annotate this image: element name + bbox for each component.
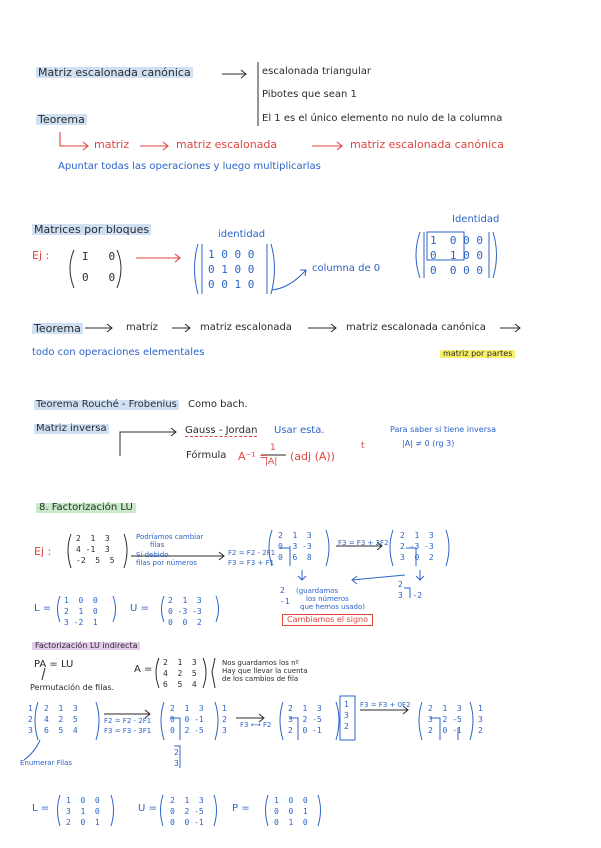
matrix-L-2 bbox=[66, 796, 100, 828]
eq-pa-lu: PA = LU bbox=[34, 659, 74, 670]
matrix-B bbox=[44, 704, 78, 736]
label-formula: Fórmula bbox=[186, 450, 227, 461]
U1-row-3: 0 0 2 bbox=[168, 617, 202, 627]
block-row-1: I 0 bbox=[82, 250, 116, 263]
matrix-L-1 bbox=[64, 596, 98, 628]
heading-lu-indirecta: Factorización LU indirecta bbox=[32, 642, 140, 650]
A2-row-3: 6 5 4 bbox=[163, 679, 197, 689]
D-row-3: 2 0 -1 bbox=[288, 725, 322, 735]
note-como-bach: Como bach. bbox=[188, 399, 248, 410]
matrix-step-2 bbox=[400, 531, 434, 563]
cside-2: 3 bbox=[174, 758, 179, 768]
P-row-2: 0 0 1 bbox=[274, 806, 308, 816]
matrix-C bbox=[170, 704, 204, 736]
L1-row-3: 3 -2 1 bbox=[64, 617, 98, 627]
op-ind-f3: F3 = F3 - 3F1 bbox=[104, 727, 152, 735]
matrix-D bbox=[288, 704, 322, 736]
note-cambiar-signo: Cambiamos el signo bbox=[282, 614, 373, 626]
matrix-identity-1 bbox=[208, 248, 254, 293]
enum-2: 2 bbox=[28, 714, 33, 724]
op-f2: F2 = F2 - 2F1 bbox=[228, 549, 276, 557]
U2-row-3: 0 0 -1 bbox=[170, 817, 204, 827]
note-saber-inversa: Para saber si tiene inversa bbox=[390, 425, 497, 434]
heading-escalonada-canonica: Matriz escalonada canónica bbox=[38, 66, 191, 79]
label-L-2: L = bbox=[32, 803, 50, 814]
D-row-1: 2 1 3 bbox=[288, 704, 322, 713]
matrix-A-2 bbox=[163, 658, 197, 690]
note-guardamos-1: (guardamos bbox=[296, 587, 339, 595]
side2-2: 3 -2 bbox=[398, 590, 423, 600]
prop-2: Pibotes que sean 1 bbox=[262, 89, 357, 100]
m2-row-3: 0 0 0 0 bbox=[430, 263, 483, 277]
method-gauss-jordan: Gauss - Jordan bbox=[185, 425, 258, 436]
formula-num: 1 bbox=[270, 443, 276, 453]
L1-row-1: 1 0 0 bbox=[64, 596, 98, 605]
label-P: P = bbox=[232, 803, 250, 814]
note-guardar-1: Nos guardamos los nº bbox=[222, 659, 299, 667]
note-guardamos-3: que hemos usado) bbox=[300, 603, 365, 611]
chain-1-a: matriz bbox=[94, 138, 130, 151]
heading-inversa: Matriz inversa bbox=[36, 423, 107, 434]
block-row-2: 0 0 bbox=[82, 270, 116, 284]
didx-3: 2 bbox=[344, 721, 349, 731]
label-U-1: U = bbox=[130, 603, 149, 614]
cidx-1: 1 bbox=[222, 704, 227, 713]
label-U-2: U = bbox=[138, 803, 157, 814]
matrix-E bbox=[428, 704, 462, 736]
m2-row-2: 0 1 0 0 bbox=[430, 248, 483, 262]
L2-row-2: 3 1 0 bbox=[66, 806, 100, 816]
eidx-3: 2 bbox=[478, 725, 483, 735]
M2-row-3: 3 0 2 bbox=[400, 552, 434, 562]
A-row-2: 4 -1 3 bbox=[76, 544, 110, 554]
note-cambiar-1: Podríamos cambiar bbox=[136, 533, 204, 541]
heading-teorema-1: Teorema bbox=[38, 113, 85, 126]
side1-2: -1 bbox=[280, 596, 290, 606]
chain-2-b: matriz escalonada bbox=[200, 322, 292, 333]
didx-1: 1 bbox=[344, 700, 349, 709]
U1-row-2: 0 -3 -3 bbox=[168, 606, 202, 616]
matrix-identity-2 bbox=[430, 234, 483, 279]
C-saved bbox=[174, 748, 179, 770]
P-row-1: 1 0 0 bbox=[274, 796, 308, 805]
C-row-2: 0 0 -1 bbox=[170, 714, 204, 724]
B-row-1: 2 1 3 bbox=[44, 704, 78, 713]
note-usar-esta: Usar esta. bbox=[274, 425, 325, 436]
prop-1: escalonada triangular bbox=[262, 66, 371, 77]
ej-label-1: Ej : bbox=[32, 249, 50, 262]
note-enumerar-filas: Enumerar Filas bbox=[20, 759, 73, 767]
op-swap: F3 ⟷ F2 bbox=[240, 721, 272, 729]
C-row-1: 2 1 3 bbox=[170, 704, 204, 713]
label-columna-0: columna de 0 bbox=[312, 263, 381, 274]
C-indices bbox=[222, 704, 227, 736]
didx-2: 3 bbox=[344, 710, 349, 720]
note-matriz-partes: matriz por partes bbox=[440, 350, 515, 358]
chain-2-a: matriz bbox=[126, 322, 158, 333]
E-row-3: 2 0 -1 bbox=[428, 725, 462, 735]
heading-teorema-2: Teorema bbox=[34, 322, 81, 335]
op-f3-2: F3 = F3 + 2F2 bbox=[338, 539, 389, 547]
note-apuntar: Apuntar todas las operaciones y luego multiplicarlas bbox=[58, 161, 321, 172]
matrix-U-2 bbox=[170, 796, 204, 828]
enum-1: 1 bbox=[28, 704, 33, 713]
heading-bloques: Matrices por bloques bbox=[34, 223, 150, 236]
formula-lhs: A⁻¹ = bbox=[238, 450, 269, 463]
A2-row-2: 4 2 5 bbox=[163, 668, 197, 678]
cidx-3: 3 bbox=[222, 725, 227, 735]
eidx-2: 3 bbox=[478, 714, 483, 724]
label-A-2: A = bbox=[134, 664, 153, 675]
U1-row-1: 2 1 3 bbox=[168, 596, 202, 605]
L1-row-2: 2 1 0 bbox=[64, 606, 98, 616]
cidx-2: 2 bbox=[222, 714, 227, 724]
matrix-U-1 bbox=[168, 596, 202, 628]
matrix-P bbox=[274, 796, 308, 828]
chain-1-c: matriz escalonada canónica bbox=[350, 138, 504, 151]
ej-label-2: Ej : bbox=[34, 545, 52, 558]
formula-transpose: t bbox=[361, 441, 365, 451]
B-row-3: 6 5 4 bbox=[44, 725, 78, 735]
A-row-1: 2 1 3 bbox=[76, 534, 110, 543]
eidx-1: 1 bbox=[478, 704, 483, 713]
M1-row-3: 0 6 8 bbox=[278, 552, 312, 562]
note-dividir-1: Sí debido bbox=[136, 551, 169, 559]
chain-1-b: matriz escalonada bbox=[176, 138, 278, 151]
E-row-1: 2 1 3 bbox=[428, 704, 462, 713]
A-row-3: -2 5 5 bbox=[76, 555, 115, 565]
note-guardar-3: de los cambios de fila bbox=[222, 675, 299, 683]
L2-row-3: 2 0 1 bbox=[66, 817, 100, 827]
E-row-2: 3 2 -5 bbox=[428, 714, 462, 724]
formula-den: |A| bbox=[265, 457, 278, 467]
M1-row-2: 0 -3 -3 bbox=[278, 541, 312, 551]
prop-3: El 1 es el único elemento no nulo de la columna bbox=[262, 113, 503, 124]
label-identidad-2: Identidad bbox=[452, 214, 500, 225]
U2-row-2: 0 2 -5 bbox=[170, 806, 204, 816]
matrix-A-lu bbox=[76, 534, 115, 566]
m1-row-1: 1 0 0 0 bbox=[208, 248, 255, 261]
label-L-1: L = bbox=[34, 603, 52, 614]
op-ind-f3-2: F3 = F3 + 0F2 bbox=[360, 701, 411, 709]
note-det-nonzero: |A| ≠ 0 (rg 3) bbox=[402, 439, 455, 448]
note-guardar-2: Hay que llevar la cuenta bbox=[222, 667, 308, 675]
U2-row-1: 2 1 3 bbox=[170, 796, 204, 805]
D-indices bbox=[344, 700, 349, 732]
note-dividir-2: filas por números bbox=[136, 559, 197, 567]
m2-row-1: 1 0 0 0 bbox=[430, 234, 483, 247]
M2-row-2: 2 -3 -3 bbox=[400, 541, 434, 551]
block-matrix bbox=[82, 250, 115, 286]
D-row-2: 3 2 -5 bbox=[288, 714, 322, 724]
E-indices bbox=[478, 704, 483, 736]
chain-2-c: matriz escalonada canónica bbox=[346, 322, 486, 333]
cside-1: 2 bbox=[174, 748, 179, 757]
saved-numbers-1 bbox=[280, 586, 290, 608]
note-guardamos-2: los números bbox=[306, 595, 349, 603]
C-row-3: 0 2 -5 bbox=[170, 725, 204, 735]
note-elementales: todo con operaciones elementales bbox=[32, 347, 205, 358]
heading-rouche: Teorema Rouché - Frobenius bbox=[36, 399, 177, 410]
row-numbers bbox=[28, 704, 33, 736]
m1-row-3: 0 0 1 0 bbox=[208, 277, 255, 291]
op-f3: F3 = F3 + F1 bbox=[228, 559, 275, 567]
L2-row-1: 1 0 0 bbox=[66, 796, 100, 805]
P-row-3: 0 1 0 bbox=[274, 817, 308, 827]
M2-row-1: 2 1 3 bbox=[400, 531, 434, 540]
label-identidad-1: identidad bbox=[218, 229, 266, 240]
m1-row-2: 0 1 0 0 bbox=[208, 262, 255, 276]
formula-rhs: (adj (A)) bbox=[290, 450, 335, 463]
saved-numbers-2 bbox=[398, 580, 422, 602]
A2-row-1: 2 1 3 bbox=[163, 658, 197, 667]
M1-row-1: 2 1 3 bbox=[278, 531, 312, 540]
matrix-step-1 bbox=[278, 531, 312, 563]
side1-1: 2 bbox=[280, 586, 285, 595]
heading-factorizacion-lu: 8. Factorización LU bbox=[36, 503, 136, 513]
note-cambiar-2: filas bbox=[150, 541, 165, 549]
enum-3: 3 bbox=[28, 725, 33, 735]
side2-1: 2 bbox=[398, 580, 403, 589]
note-permutacion: Permutación de filas. bbox=[30, 683, 115, 692]
op-ind-f2: F2 = F2 - 2F1 bbox=[104, 717, 152, 725]
B-row-2: 4 2 5 bbox=[44, 714, 78, 724]
